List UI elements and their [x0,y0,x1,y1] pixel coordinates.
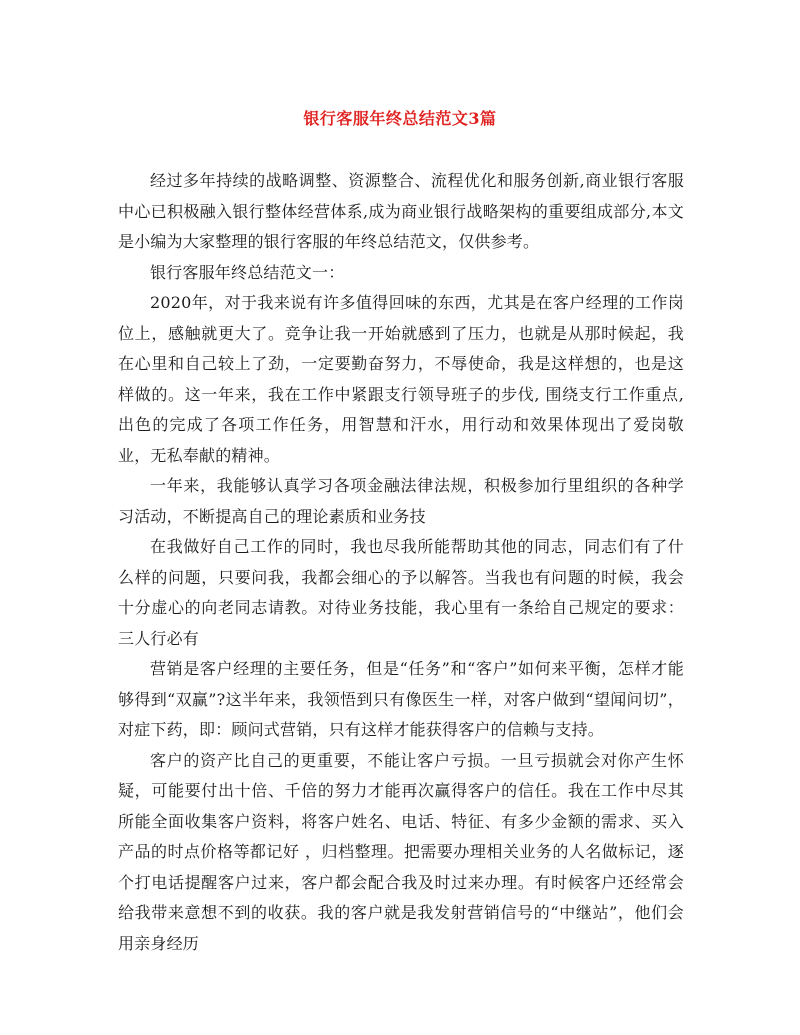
document-body [118,166,684,959]
body-paragraph: 2020年，对于我来说有许多值得回味的东西，尤其是在客户经理的工作岗位上，感触就更大了。竞争让我一开始就感到了压力，也就是从那时候起，我在心里和自己较上了劲，一定要勤奋努力，不辱使命，我是这样想的，也是这样做的。这一年来，我在工作中紧跟支行领导班子的步伐, 围绕支行工作重点, 出色的完成了各项工作任务，用智慧和汗水，用行动和效果体现出了爱岗敬业，无私奉献的精神。 [118,293,684,465]
body-paragraph: 客户的资产比自己的更重要，不能让客户亏损。一旦亏损就会对你产生怀疑，可能要付出十倍、千倍的努力才能再次赢得客户的信任。我在工作中尽其所能全面收集客户资料，将客户姓名、电话、特征、有多少金额的需求、买入产品的时点价格等都记好 ，归档整理。把需要办理相关业务的人名做标记，逐个打电话提醒客户过来，客户都会配合我及时过来办理。有时候客户还经常会给我带来意想不到的收获。我的客户就是我发射营销信号的“中继站”，他们会用亲身经历 [118,750,684,953]
document-title: 银行客服年终总结范文3篇 [303,109,497,128]
body-paragraph: 营销是客户经理的主要任务，但是“任务”和“客户”如何来平衡，怎样才能够得到“双赢”?这半年来，我领悟到只有像医生一样，对客户做到“望闻问切”，对症下药，即：顾问式营销，只有这样才能获得客户的信赖与支持。 [118,659,684,739]
body-paragraph: 一年来，我能够认真学习各项金融法律法规，积极参加行里组织的各种学习活动，不断提高自己的理论素质和业务技 [118,476,684,526]
section-heading: 银行客服年终总结范文一： [150,262,345,282]
intro-paragraph: 经过多年持续的战略调整、资源整合、流程优化和服务创新,商业银行客服中心已积极融入银行整体经营体系,成为商业银行战略架构的重要组成部分,本文是小编为大家整理的银行客服的年终总结范文，仅供参考。 [118,171,684,251]
body-paragraph: 在我做好自己工作的同时，我也尽我所能帮助其他的同志，同志们有了什么样的问题，只要问我，我都会细心的予以解答。当我也有问题的时候，我会十分虚心的向老同志请教。对待业务技能，我心里有一条给自己规定的要求：三人行必有 [118,537,684,648]
